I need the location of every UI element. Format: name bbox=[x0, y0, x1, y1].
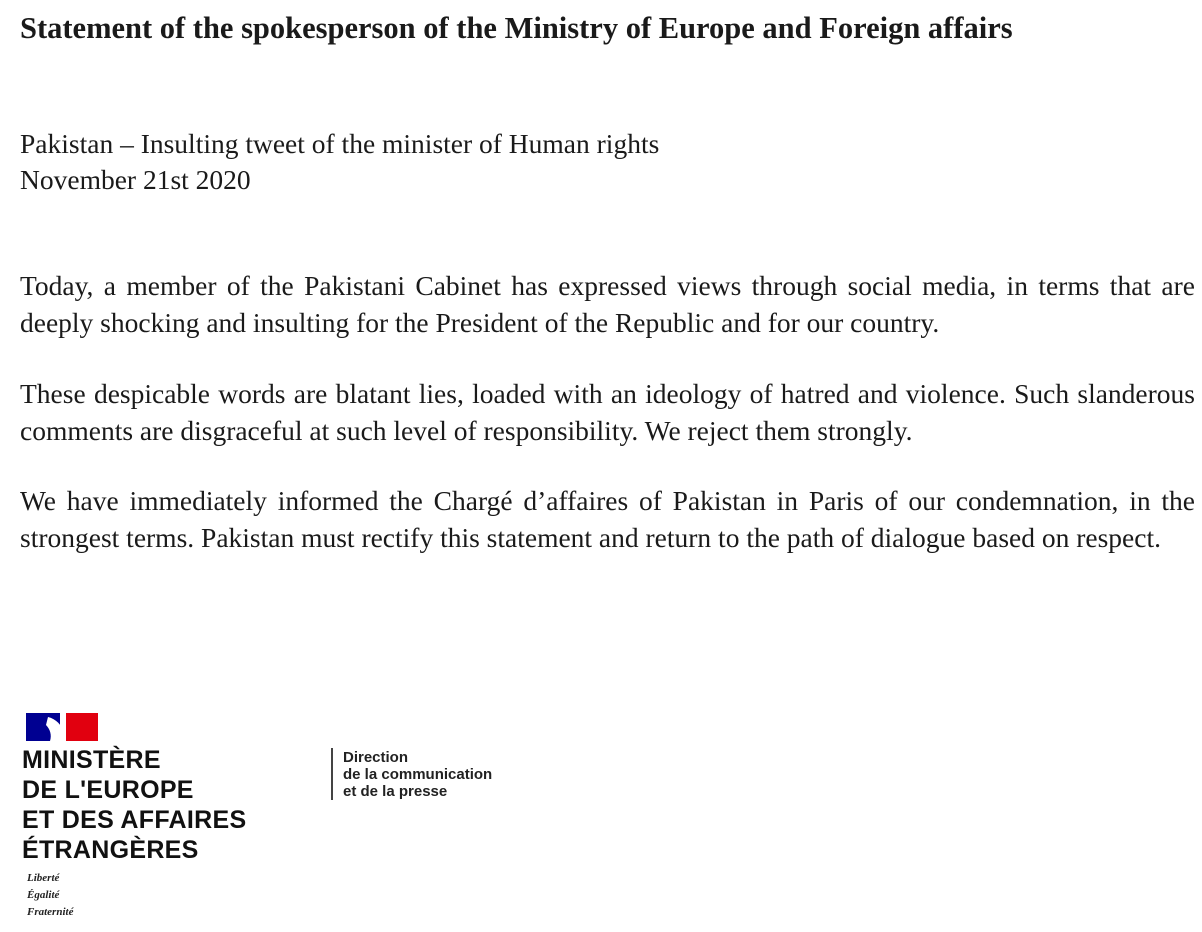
ministry-name-line: ÉTRANGÈRES bbox=[22, 836, 199, 864]
ministry-name-line: ET DES AFFAIRES bbox=[22, 806, 247, 834]
statement-date: November 21st 2020 bbox=[20, 164, 251, 195]
paragraph-3: We have immediately informed the Chargé d’affaires of Pakistan in Paris of our condemnation, in the strongest terms. Pakistan must rectify this statement and return to the path of dialogue based on respect. bbox=[20, 485, 1195, 553]
motto-line: Fraternité bbox=[27, 906, 74, 918]
direction-line: et de la presse bbox=[343, 783, 448, 800]
direction-line: de la communication bbox=[343, 766, 493, 783]
french-republic-flag-icon bbox=[26, 713, 98, 741]
logo-divider bbox=[331, 748, 333, 800]
ministry-name bbox=[22, 745, 246, 865]
ministry-name-line: MINISTÈRE bbox=[22, 746, 161, 774]
republic-motto bbox=[27, 870, 73, 921]
statement-header bbox=[20, 126, 659, 198]
ministry-name-line: DE L'EUROPE bbox=[22, 776, 194, 804]
motto-line: Liberté bbox=[27, 872, 60, 884]
statement-title: Statement of the spokesperson of the Ministry of Europe and Foreign affairs bbox=[20, 11, 1013, 45]
direction-label bbox=[343, 749, 492, 800]
paragraph-1: Today, a member of the Pakistani Cabinet has expressed views through social media, in terms that are deeply shocking and insulting for the President of the Republic and for our country. bbox=[20, 270, 1195, 338]
direction-line: Direction bbox=[343, 749, 409, 766]
statement-subject: Pakistan – Insulting tweet of the minister of Human rights bbox=[20, 128, 660, 159]
motto-line: Égalité bbox=[27, 889, 60, 901]
paragraph-2: These despicable words are blatant lies, loaded with an ideology of hatred and violence. Such slanderous comments are disgraceful at such level of responsibility. We reject them strongly. bbox=[20, 378, 1195, 446]
